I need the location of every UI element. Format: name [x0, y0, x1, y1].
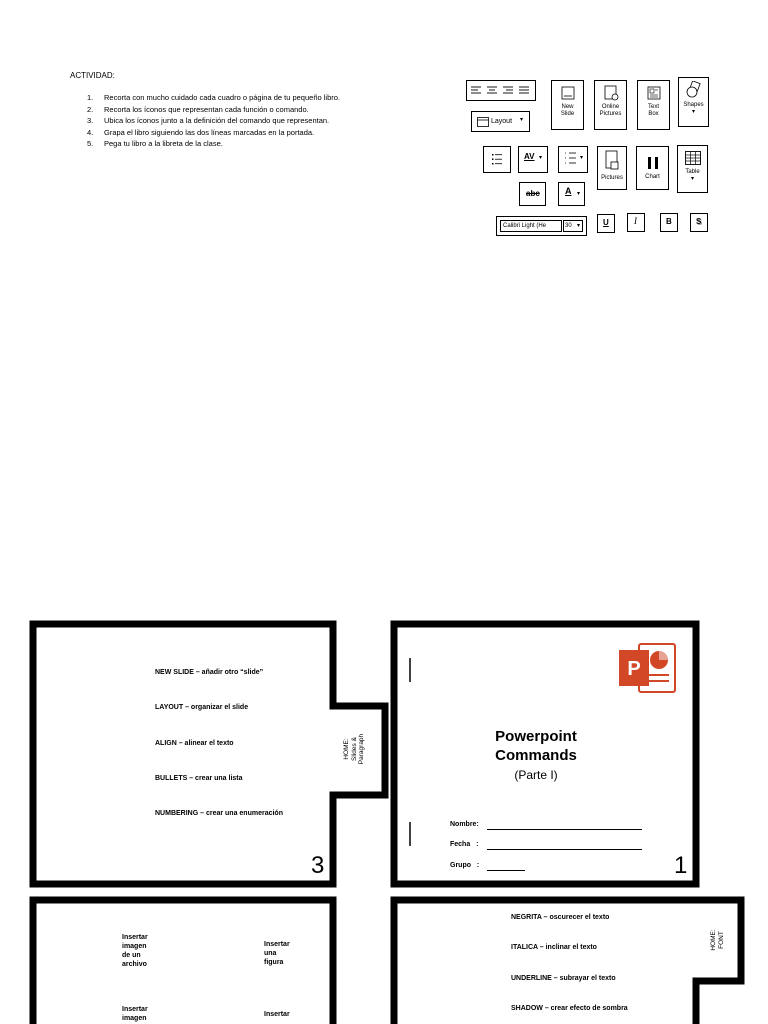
instruction-item: 5. Pega tu libro a la libreta de la clase. — [87, 139, 223, 148]
group-label: Grupo : — [450, 862, 480, 869]
chevron-down-icon: ▾ — [576, 223, 580, 229]
font-name-field: Calibri Light (He — [500, 220, 562, 232]
chevron-down-icon: ▾ — [520, 117, 524, 123]
italic-icon: I — [634, 216, 637, 226]
chart-icon-box: Chart — [636, 146, 669, 190]
font-entry: ITALICA – inclinar el texto — [511, 944, 597, 951]
font-color-icon: A — [565, 186, 572, 196]
chevron-down-icon: ▾ — [691, 109, 695, 115]
insert-picture-entry: Insertar imagen de un archivo — [122, 934, 148, 968]
name-line — [487, 829, 642, 830]
shapes-icon-box: Shapes ▾ — [678, 77, 709, 127]
page3-entry: LAYOUT – organizar el slide — [155, 704, 249, 711]
font-entry: SHADOW – crear efecto de sombra — [511, 1005, 628, 1012]
chevron-down-icon: ▾ — [580, 155, 584, 161]
group-line — [487, 870, 525, 871]
page1-number: 1 — [674, 852, 688, 879]
strikethrough-icon: abc — [526, 189, 540, 198]
cover-subtitle: (Parte I) — [514, 768, 558, 782]
cover-title: Powerpoint Commands — [495, 728, 577, 764]
character-spacing-icon: AV — [524, 152, 535, 161]
page3-outline — [33, 624, 385, 884]
insert-entry: Insertar — [264, 1011, 290, 1018]
page3-entry: NUMBERING – crear una enumeración — [155, 810, 283, 817]
table-icon-box: Table ▾ — [677, 145, 708, 193]
bold-icon: B — [666, 217, 672, 226]
font-size-field: 30 ▾ — [563, 220, 583, 232]
shadow-icon: S — [696, 217, 702, 226]
page3-entry: BULLETS – crear una lista — [155, 775, 243, 782]
font-tab-label: HOME: FONT — [710, 929, 725, 951]
page3-number: 3 — [311, 852, 325, 879]
chevron-down-icon: ▾ — [539, 155, 543, 161]
date-line — [487, 849, 642, 850]
new-slide-icon-box: New Slide — [551, 80, 584, 130]
chevron-down-icon: ▾ — [577, 191, 581, 197]
pictures-icon-box: Pictures — [597, 146, 627, 190]
online-pictures-icon-box: Online Pictures — [594, 80, 627, 130]
instruction-item: 1. Recorta con mucho cuidado cada cuadro o página de tu pequeño libro. — [87, 93, 340, 102]
svg-text:P: P — [627, 658, 641, 680]
underline-icon: U — [603, 218, 609, 227]
insert-shape-entry: Insertar una figura — [264, 941, 290, 966]
font-entry: UNDERLINE – subrayar el texto — [511, 975, 616, 982]
activity-title: ACTIVIDAD: — [70, 71, 115, 80]
powerpoint-logo-icon — [617, 640, 677, 696]
page3-tab-label: HOME: Slides & Paragraph — [343, 733, 365, 765]
font-entry: NEGRITA – oscurecer el texto — [511, 914, 610, 921]
page3-entry: NEW SLIDE – añadir otro “slide” — [155, 669, 264, 676]
layout-icon-box: Layout ▾ — [471, 111, 530, 132]
text-box-icon-box: Text Box — [637, 80, 670, 130]
name-label: Nombre: — [450, 821, 479, 828]
instruction-item: 3. Ubica los íconos junto a la definición del comando que representan. — [87, 116, 330, 125]
date-label: Fecha : — [450, 841, 479, 848]
insert-online-picture-entry: Insertar imagen — [122, 1006, 148, 1022]
chevron-down-icon: ▾ — [690, 176, 694, 182]
instruction-item: 2. Recorta los íconos que representan cada función o comando. — [87, 104, 309, 114]
instruction-item: 4. Grapa el libro siguiendo las dos líneas marcadas en la portada. — [87, 127, 315, 137]
page3-entry: ALIGN – alinear el texto — [155, 740, 234, 747]
